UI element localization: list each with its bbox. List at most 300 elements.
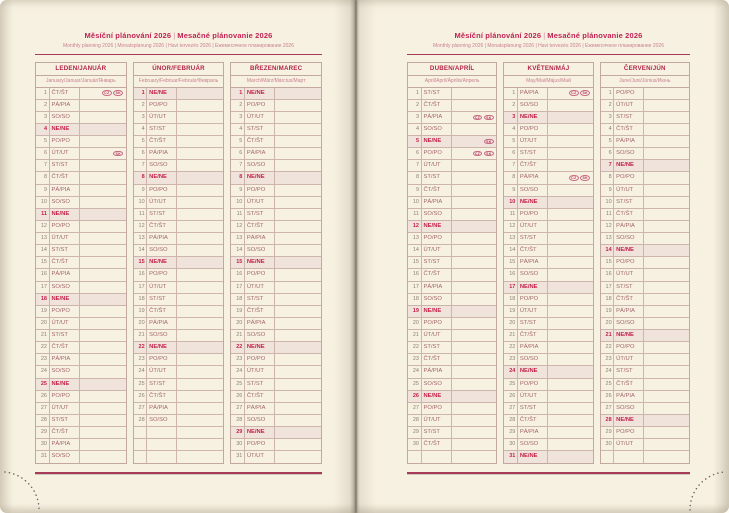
day-abbreviation: PO/PO (50, 221, 80, 232)
day-row (134, 124, 224, 136)
notes-cell (177, 379, 223, 390)
day-row (134, 209, 224, 221)
day-abbreviation (147, 427, 177, 438)
notes-cell (80, 233, 126, 244)
notes-cell (644, 257, 689, 268)
day-abbreviation: PÁ/PIA (50, 439, 80, 450)
month-table-kveten (503, 62, 593, 465)
day-row (231, 415, 321, 427)
holiday-badge-cz: CZ (569, 175, 579, 180)
month-table-unor (133, 62, 225, 465)
day-abbreviation: ÚT/UT (614, 100, 644, 111)
month-name: ČERVEN/JÚN (601, 63, 689, 77)
day-number: 8 (601, 172, 615, 183)
day-row (601, 88, 689, 100)
day-number: 5 (601, 136, 615, 147)
day-abbreviation: PÁ/PIA (614, 221, 644, 232)
notes-cell (80, 306, 126, 317)
notes-cell (80, 318, 126, 329)
day-abbreviation (147, 439, 177, 450)
day-number: 17 (408, 282, 422, 293)
day-abbreviation: PO/PO (518, 124, 548, 135)
day-number: 18 (601, 294, 615, 305)
day-row (601, 100, 689, 112)
day-abbreviation: ST/ST (50, 245, 80, 256)
notes-cell (452, 342, 497, 353)
notes-cell (275, 209, 321, 220)
day-row (231, 136, 321, 148)
day-abbreviation: PÁ/PIA (518, 88, 548, 99)
day-abbreviation: ČT/ŠT (147, 221, 177, 232)
day-number: 26 (408, 391, 422, 402)
right-page (356, 0, 729, 513)
day-row (231, 233, 321, 245)
notes-cell (80, 257, 126, 268)
day-abbreviation: PÁ/PIA (518, 342, 548, 353)
day-abbreviation: ST/ST (518, 318, 548, 329)
day-row (601, 282, 689, 294)
day-number: 26 (134, 391, 148, 402)
day-row (504, 209, 592, 221)
day-row (504, 124, 592, 136)
day-row (134, 427, 224, 439)
day-number: 5 (408, 136, 422, 147)
day-number: 2 (134, 100, 148, 111)
notes-cell (177, 233, 223, 244)
day-row (504, 379, 592, 391)
day-number: 16 (231, 269, 245, 280)
day-abbreviation: PO/PO (422, 318, 452, 329)
day-number: 25 (601, 379, 615, 390)
day-number: 11 (134, 209, 148, 220)
notes-cell (80, 185, 126, 196)
day-number: 31 (504, 451, 518, 463)
notes-cell (644, 451, 689, 463)
day-row (601, 112, 689, 124)
day-row (36, 427, 126, 439)
day-number: 11 (408, 209, 422, 220)
day-number: 7 (504, 160, 518, 171)
day-row (504, 160, 592, 172)
day-abbreviation: NE/NE (147, 172, 177, 183)
day-row (36, 197, 126, 209)
day-abbreviation: ČT/ŠT (245, 306, 275, 317)
day-row (601, 391, 689, 403)
day-abbreviation: PÁ/PIA (614, 306, 644, 317)
day-abbreviation: ČT/ŠT (614, 294, 644, 305)
notes-cell (452, 100, 497, 111)
day-abbreviation: PÁ/PIA (422, 197, 452, 208)
day-number: 3 (601, 112, 615, 123)
day-number: 15 (134, 257, 148, 268)
day-row (408, 318, 496, 330)
title-slovak: Mesačné plánovanie 2026 (547, 31, 643, 40)
day-abbreviation: SO/SO (50, 197, 80, 208)
day-number: 30 (601, 439, 615, 450)
day-number: 23 (601, 354, 615, 365)
day-number: 27 (601, 403, 615, 414)
page-subtitle: Monthly planning 2026 | Monatsplanung 2026 | Havi tervezés 2026 | Ежемесячное планирование 2026 (62, 43, 294, 49)
holiday-badge-sk: SK (580, 90, 590, 95)
day-abbreviation: ÚT/UT (422, 330, 452, 341)
day-abbreviation: ST/ST (245, 124, 275, 135)
page-header (35, 0, 322, 55)
day-row (601, 415, 689, 427)
day-number: 13 (36, 233, 50, 244)
notes-cell (452, 136, 497, 147)
day-row (36, 379, 126, 391)
day-row (504, 427, 592, 439)
day-number: 23 (134, 354, 148, 365)
day-row (504, 282, 592, 294)
day-number: 9 (504, 185, 518, 196)
day-row (408, 112, 496, 124)
day-number: 31 (36, 451, 50, 463)
day-number: 27 (231, 403, 245, 414)
day-number: 5 (504, 136, 518, 147)
day-abbreviation: ST/ST (245, 209, 275, 220)
day-abbreviation: ÚT/UT (147, 366, 177, 377)
day-number: 7 (601, 160, 615, 171)
day-abbreviation: PO/PO (518, 379, 548, 390)
day-row (231, 306, 321, 318)
notes-cell (548, 172, 593, 183)
day-row (134, 136, 224, 148)
day-row (134, 172, 224, 184)
notes-cell (452, 451, 497, 463)
day-abbreviation: ČT/ŠT (614, 209, 644, 220)
day-abbreviation: SO/SO (50, 451, 80, 463)
day-row (408, 294, 496, 306)
day-number: 8 (134, 172, 148, 183)
day-number: 6 (134, 148, 148, 159)
day-abbreviation: PÁ/PIA (50, 269, 80, 280)
day-abbreviation: PÁ/PIA (518, 172, 548, 183)
month-subname: January/Januar/Január/Январь (36, 76, 126, 88)
notes-cell (80, 112, 126, 123)
day-abbreviation: PO/PO (50, 391, 80, 402)
day-row (408, 245, 496, 257)
day-number: 30 (408, 439, 422, 450)
day-number: 15 (408, 257, 422, 268)
day-number: 23 (408, 354, 422, 365)
day-abbreviation: ST/ST (422, 257, 452, 268)
day-number: 20 (601, 318, 615, 329)
day-number: 17 (601, 282, 615, 293)
holiday-badge-sk: SK (113, 151, 123, 156)
day-number: 12 (408, 221, 422, 232)
day-row (36, 403, 126, 415)
day-number: 1 (231, 88, 245, 99)
day-number: 8 (36, 172, 50, 183)
notes-cell (177, 209, 223, 220)
notes-cell (452, 221, 497, 232)
day-number: 20 (408, 318, 422, 329)
day-number: 16 (134, 269, 148, 280)
day-abbreviation: ST/ST (614, 197, 644, 208)
day-number: 14 (601, 245, 615, 256)
day-number: 1 (504, 88, 518, 99)
day-number: 4 (36, 124, 50, 135)
notes-cell (644, 172, 689, 183)
notes-cell (80, 366, 126, 377)
day-abbreviation: ÚT/UT (147, 282, 177, 293)
day-number: 15 (504, 257, 518, 268)
notes-cell (80, 451, 126, 463)
notes-cell (177, 172, 223, 183)
day-number: 22 (36, 342, 50, 353)
notes-cell (548, 136, 593, 147)
day-abbreviation: ÚT/UT (50, 148, 80, 159)
notes-cell (548, 100, 593, 111)
day-abbreviation: ÚT/UT (245, 451, 275, 463)
day-abbreviation: ÚT/UT (518, 306, 548, 317)
day-abbreviation: NE/NE (245, 342, 275, 353)
day-row (134, 379, 224, 391)
notes-cell (80, 415, 126, 426)
day-number: 19 (36, 306, 50, 317)
notes-cell (275, 257, 321, 268)
day-row (601, 366, 689, 378)
day-number (601, 451, 615, 463)
day-abbreviation: PO/PO (147, 269, 177, 280)
notes-cell (452, 124, 497, 135)
day-abbreviation: NE/NE (245, 88, 275, 99)
day-number: 11 (504, 209, 518, 220)
day-row (504, 136, 592, 148)
notes-cell (80, 342, 126, 353)
day-number: 8 (231, 172, 245, 183)
day-row (134, 330, 224, 342)
day-number: 13 (504, 233, 518, 244)
notes-cell (275, 282, 321, 293)
notes-cell (548, 197, 593, 208)
notes-cell (644, 245, 689, 256)
notes-cell (548, 245, 593, 256)
notes-cell (275, 269, 321, 280)
day-number: 29 (504, 427, 518, 438)
day-abbreviation: SO/SO (518, 269, 548, 280)
notes-cell (275, 391, 321, 402)
day-number: 12 (36, 221, 50, 232)
month-name: ÚNOR/FEBRUÁR (134, 63, 224, 77)
day-abbreviation: ÚT/UT (614, 185, 644, 196)
day-row (408, 124, 496, 136)
page-header (407, 0, 690, 55)
day-row (134, 197, 224, 209)
header-rule (35, 54, 322, 56)
day-abbreviation: ÚT/UT (245, 366, 275, 377)
day-abbreviation: PO/PO (147, 354, 177, 365)
day-row (134, 88, 224, 100)
day-row (134, 185, 224, 197)
day-number: 9 (408, 185, 422, 196)
day-row (36, 112, 126, 124)
notes-cell (644, 439, 689, 450)
notes-cell (275, 100, 321, 111)
notes-cell (275, 354, 321, 365)
day-number: 22 (408, 342, 422, 353)
notes-cell (548, 379, 593, 390)
day-number (134, 439, 148, 450)
day-abbreviation: ÚT/UT (518, 391, 548, 402)
notes-cell (177, 136, 223, 147)
day-row (601, 306, 689, 318)
day-row (231, 427, 321, 439)
month-table-leden (35, 62, 127, 465)
notes-cell (177, 100, 223, 111)
day-row (36, 294, 126, 306)
day-abbreviation: ST/ST (50, 415, 80, 426)
day-abbreviation: PO/PO (147, 185, 177, 196)
day-row (504, 269, 592, 281)
month-subname: April/April/Április/Апрель (408, 76, 496, 88)
day-row (134, 221, 224, 233)
day-row (36, 415, 126, 427)
day-number: 2 (36, 100, 50, 111)
day-abbreviation: ÚT/UT (614, 354, 644, 365)
day-number: 30 (231, 439, 245, 450)
day-abbreviation: NE/NE (518, 451, 548, 463)
day-row (504, 354, 592, 366)
day-abbreviation: ČT/ŠT (245, 391, 275, 402)
title-czech: Měsíční plánování 2026 (84, 31, 172, 40)
notes-cell (644, 100, 689, 111)
day-row (601, 269, 689, 281)
day-abbreviation: NE/NE (518, 112, 548, 123)
day-abbreviation: PÁ/PIA (147, 233, 177, 244)
notes-cell (548, 148, 593, 159)
notes-cell (452, 379, 497, 390)
notes-cell (275, 415, 321, 426)
notes-cell (644, 197, 689, 208)
day-number: 6 (36, 148, 50, 159)
day-abbreviation: ST/ST (614, 366, 644, 377)
day-number: 22 (134, 342, 148, 353)
notes-cell (275, 160, 321, 171)
title-czech: Měsíční plánování 2026 (454, 31, 542, 40)
notes-cell (177, 366, 223, 377)
day-row (36, 233, 126, 245)
day-abbreviation: ČT/ŠT (245, 136, 275, 147)
notes-cell (548, 233, 593, 244)
day-row (231, 282, 321, 294)
day-row (408, 136, 496, 148)
day-number: 21 (601, 330, 615, 341)
day-number: 15 (231, 257, 245, 268)
day-row (231, 451, 321, 463)
day-number: 29 (36, 427, 50, 438)
day-number: 20 (231, 318, 245, 329)
notes-cell (644, 330, 689, 341)
day-abbreviation: SO/SO (245, 330, 275, 341)
day-row (36, 209, 126, 221)
day-number: 26 (504, 391, 518, 402)
notes-cell (80, 354, 126, 365)
holiday-badge-cz: CZ (102, 90, 112, 95)
day-row (601, 233, 689, 245)
day-number (134, 451, 148, 463)
day-number: 17 (36, 282, 50, 293)
day-row (36, 306, 126, 318)
day-row (408, 160, 496, 172)
day-number: 26 (601, 391, 615, 402)
day-row (231, 354, 321, 366)
notes-cell (177, 257, 223, 268)
notes-cell (452, 197, 497, 208)
day-row (36, 221, 126, 233)
day-number: 12 (231, 221, 245, 232)
day-row (134, 451, 224, 463)
day-row (504, 342, 592, 354)
day-row (601, 209, 689, 221)
day-row (36, 391, 126, 403)
notes-cell (548, 269, 593, 280)
day-number: 12 (601, 221, 615, 232)
notes-cell (80, 245, 126, 256)
day-row (36, 282, 126, 294)
day-row (601, 342, 689, 354)
day-row (134, 306, 224, 318)
notes-cell (644, 136, 689, 147)
day-abbreviation: ST/ST (147, 379, 177, 390)
day-row (601, 257, 689, 269)
day-number: 24 (231, 366, 245, 377)
notes-cell (275, 136, 321, 147)
day-abbreviation: SO/SO (518, 100, 548, 111)
notes-cell (452, 415, 497, 426)
notes-cell (548, 221, 593, 232)
day-number: 10 (134, 197, 148, 208)
day-abbreviation: ČT/ŠT (50, 427, 80, 438)
notes-cell (275, 88, 321, 99)
month-subname: June/Juni/Június/Июнь (601, 76, 689, 88)
day-abbreviation: PO/PO (147, 100, 177, 111)
day-row (408, 391, 496, 403)
day-row (36, 100, 126, 112)
day-number: 13 (408, 233, 422, 244)
day-row (231, 439, 321, 451)
day-number: 22 (601, 342, 615, 353)
notes-cell (644, 306, 689, 317)
day-row (134, 245, 224, 257)
notes-cell (452, 330, 497, 341)
day-number: 30 (36, 439, 50, 450)
day-row (36, 136, 126, 148)
day-row (601, 403, 689, 415)
day-row (504, 306, 592, 318)
day-number: 28 (134, 415, 148, 426)
month-table-brezen (230, 62, 322, 465)
day-abbreviation: ÚT/UT (614, 439, 644, 450)
day-abbreviation: ČT/ŠT (245, 221, 275, 232)
day-row (601, 160, 689, 172)
day-abbreviation: PO/PO (245, 185, 275, 196)
day-abbreviation: ČT/ŠT (50, 257, 80, 268)
notes-cell (452, 148, 497, 159)
day-row (36, 185, 126, 197)
day-row (504, 185, 592, 197)
day-row (504, 233, 592, 245)
notes-cell (548, 427, 593, 438)
notes-cell (275, 306, 321, 317)
day-row (134, 439, 224, 451)
day-abbreviation: PO/PO (50, 306, 80, 317)
notes-cell (80, 294, 126, 305)
day-number: 26 (231, 391, 245, 402)
day-number: 27 (36, 403, 50, 414)
month-columns (35, 62, 322, 465)
